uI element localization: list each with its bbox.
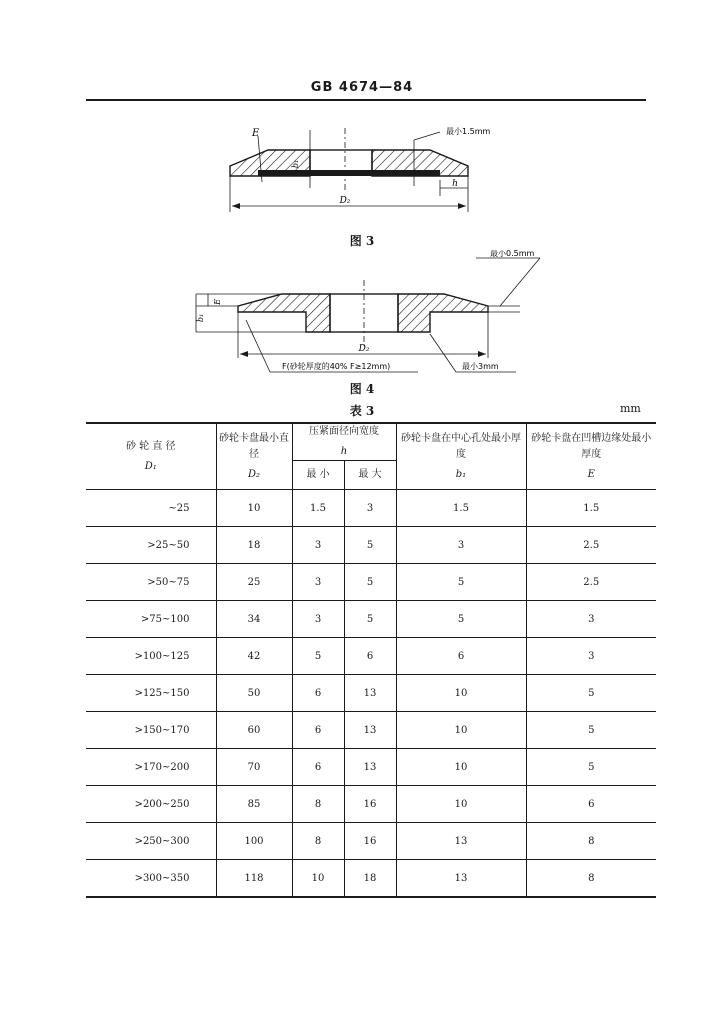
- table-cell: 3: [396, 527, 526, 564]
- table-cell: 8: [526, 860, 656, 898]
- table-row: [86, 601, 656, 638]
- table-cell: 5: [526, 675, 656, 712]
- table-cell: 13: [396, 823, 526, 860]
- table-cell: 8: [526, 823, 656, 860]
- table-cell: 10: [396, 786, 526, 823]
- table-cell: 50: [216, 675, 292, 712]
- table-cell: 6: [292, 712, 344, 749]
- page-header: GB 4674—84: [310, 80, 414, 95]
- table-row: [86, 527, 656, 564]
- table-cell: 5: [292, 638, 344, 675]
- table-row: [86, 564, 656, 601]
- table-cell: 85: [216, 786, 292, 823]
- table-cell: 18: [344, 860, 396, 898]
- figure-3-caption: 图 3: [349, 234, 375, 248]
- table-cell: 1.5: [396, 490, 526, 527]
- table-cell: 16: [344, 786, 396, 823]
- header-clamp-width: 压紧面径向宽度 h: [292, 423, 396, 461]
- table-cell: 10: [216, 490, 292, 527]
- table-cell: 10: [396, 675, 526, 712]
- table-cell: 3: [526, 638, 656, 675]
- table-row: [86, 823, 656, 860]
- header-wheel-diameter: 砂 轮 直 径 D₁: [86, 423, 216, 490]
- header-flange-min-diameter: 砂轮卡盘最小直径 D₂: [216, 423, 292, 490]
- fig3-label-h: h: [452, 179, 458, 189]
- table-cell: >50~75: [86, 564, 216, 601]
- header-min: 最 小: [292, 461, 344, 490]
- table-row: [86, 675, 656, 712]
- table-cell: 13: [344, 712, 396, 749]
- table-cell: 13: [396, 860, 526, 898]
- table-cell: 42: [216, 638, 292, 675]
- table-row: [86, 490, 656, 527]
- table-cell: >25~50: [86, 527, 216, 564]
- fig4-note-min-top: 最小0.5mm: [490, 250, 535, 258]
- table-cell: 10: [396, 712, 526, 749]
- table-cell: 6: [292, 675, 344, 712]
- table-cell: 6: [344, 638, 396, 675]
- header-max: 最 大: [344, 461, 396, 490]
- table-cell: >100~125: [86, 638, 216, 675]
- table-cell: 16: [344, 823, 396, 860]
- table-cell: 18: [216, 527, 292, 564]
- table-cell: >250~300: [86, 823, 216, 860]
- table-row: [86, 712, 656, 749]
- spec-table: [86, 422, 656, 898]
- table-cell: 10: [292, 860, 344, 898]
- table-cell: 6: [292, 749, 344, 786]
- table-cell: ~25: [86, 490, 216, 527]
- table-cell: 5: [526, 712, 656, 749]
- table-row: [86, 860, 656, 898]
- table-cell: 1.5: [526, 490, 656, 527]
- fig3-note-min: 最小1.5mm: [446, 127, 491, 136]
- fig4-label-d2: D₂: [358, 344, 370, 354]
- table-cell: 5: [344, 564, 396, 601]
- table-cell: 2.5: [526, 564, 656, 601]
- table-cell: 13: [344, 675, 396, 712]
- table-title: 表 3: [349, 404, 375, 418]
- table-unit: mm: [620, 402, 641, 415]
- table-cell: >125~150: [86, 675, 216, 712]
- table-cell: 3: [526, 601, 656, 638]
- fig4-note-f: F(砂轮厚度的40% F≥12mm): [282, 362, 391, 371]
- table-cell: 34: [216, 601, 292, 638]
- fig3-label-b1: b₁: [291, 159, 300, 169]
- table-cell: 3: [292, 527, 344, 564]
- table-cell: 25: [216, 564, 292, 601]
- table-cell: >200~250: [86, 786, 216, 823]
- header-rule: [86, 99, 646, 101]
- table-cell: >300~350: [86, 860, 216, 898]
- fig4-label-e: E: [213, 299, 222, 305]
- table-cell: 118: [216, 860, 292, 898]
- fig3-label-e: E: [252, 128, 260, 139]
- table-cell: 1.5: [292, 490, 344, 527]
- table-cell: 13: [344, 749, 396, 786]
- table-cell: >170~200: [86, 749, 216, 786]
- table-cell: 10: [396, 749, 526, 786]
- fig3-label-d2: D₂: [339, 196, 351, 206]
- table-cell: 3: [292, 601, 344, 638]
- figure-4-drawing: [0, 250, 724, 390]
- table-cell: 5: [344, 527, 396, 564]
- fig4-label-b1: b₁: [196, 313, 205, 323]
- table-cell: 6: [526, 786, 656, 823]
- table-cell: >150~170: [86, 712, 216, 749]
- table-cell: 8: [292, 786, 344, 823]
- table-row: [86, 638, 656, 675]
- table-cell: 3: [344, 490, 396, 527]
- header-edge-thickness: 砂轮卡盘在凹槽边缘处最小厚度 E: [526, 423, 656, 490]
- table-cell: 60: [216, 712, 292, 749]
- table-cell: 5: [526, 749, 656, 786]
- table-row: [86, 786, 656, 823]
- table-cell: 2.5: [526, 527, 656, 564]
- figure-4-caption: 图 4: [349, 382, 375, 396]
- table-cell: 6: [396, 638, 526, 675]
- header-center-thickness: 砂轮卡盘在中心孔处最小厚度 b₁: [396, 423, 526, 490]
- table-cell: 5: [344, 601, 396, 638]
- table-cell: 5: [396, 601, 526, 638]
- table-cell: 8: [292, 823, 344, 860]
- table-row: [86, 749, 656, 786]
- fig4-note-min-bottom: 最小3mm: [462, 362, 499, 371]
- table-cell: 3: [292, 564, 344, 601]
- table-cell: 100: [216, 823, 292, 860]
- table-cell: >75~100: [86, 601, 216, 638]
- table-cell: 70: [216, 749, 292, 786]
- table-cell: 5: [396, 564, 526, 601]
